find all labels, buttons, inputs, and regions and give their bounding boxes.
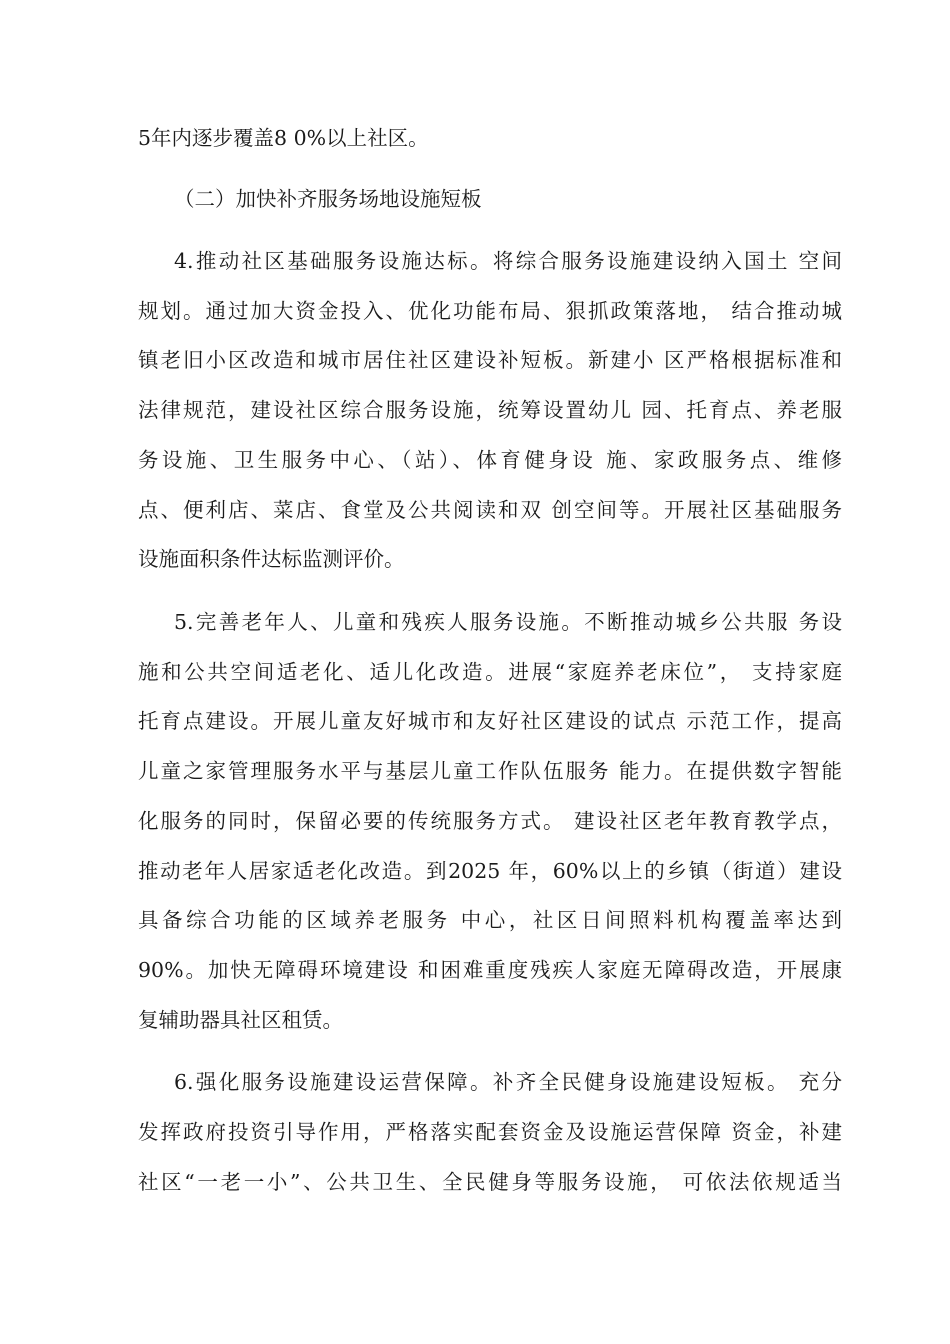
text-line: 5.完善老年人、儿童和残疾人服务设施。不断推动城乡公共服 务设 — [174, 610, 842, 634]
text-line: 化服务的同时，保留必要的传统服务方式。 建设社区老年教育教学点， — [138, 809, 842, 833]
text-line: 务设施、卫生服务中心、（站）、体育健身设 施、家政服务点、维修 — [138, 448, 842, 472]
text-line: 施和公共空间适老化、适儿化改造。进展“家庭养老床位”， 支持家庭 — [138, 660, 842, 684]
text-line: 点、便利店、菜店、食堂及公共阅读和双 创空间等。开展社区基础服务 — [138, 498, 842, 522]
text-line: 复辅助器具社区租赁。 — [138, 1008, 343, 1032]
section-heading: （二）加快补齐服务场地设施短板 — [174, 187, 482, 211]
text-line: 设施面积条件达标监测评价。 — [138, 547, 405, 571]
text-line: 90%。加快无障碍环境建设 和困难重度残疾人家庭无障碍改造，开展康 — [138, 958, 842, 982]
text-line: 规划。通过加大资金投入、优化功能布局、狠抓政策落地， 结合推动城 — [138, 299, 842, 323]
text-line: 推动老年人居家适老化改造。到2025 年，60%以上的乡镇（街道）建设 — [138, 859, 842, 883]
text-line: 具备综合功能的区域养老服务 中心，社区日间照料机构覆盖率达到 — [138, 908, 842, 932]
text-line: 4.推动社区基础服务设施达标。将综合服务设施建设纳入国土 空间 — [174, 249, 842, 273]
text-line: 5年内逐步覆盖8 0%以上社区。 — [138, 126, 429, 150]
text-line: 发挥政府投资引导作用，严格落实配套资金及设施运营保障 资金，补建 — [138, 1120, 842, 1144]
text-line: 儿童之家管理服务水平与基层儿童工作队伍服务 能力。在提供数字智能 — [138, 759, 842, 783]
text-line: 托育点建设。开展儿童友好城市和友好社区建设的试点 示范工作，提高 — [138, 709, 842, 733]
text-line: 镇老旧小区改造和城市居住社区建设补短板。新建小 区严格根据标准和 — [138, 348, 842, 372]
text-line: 6.强化服务设施建设运营保障。补齐全民健身设施建设短板。 充分 — [174, 1070, 842, 1094]
text-line: 法律规范，建设社区综合服务设施，统筹设置幼儿 园、托育点、养老服 — [138, 398, 842, 422]
text-line: 社区“一老一小”、公共卫生、全民健身等服务设施， 可依法依规适当 — [138, 1170, 842, 1194]
